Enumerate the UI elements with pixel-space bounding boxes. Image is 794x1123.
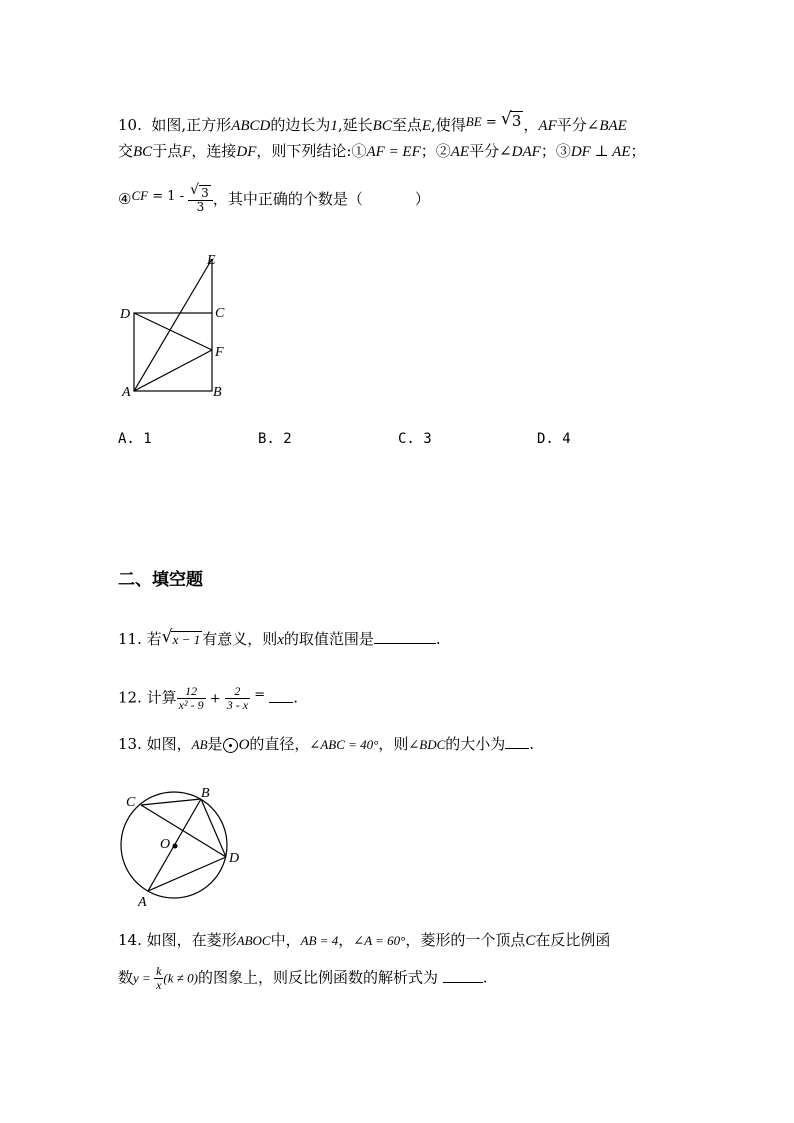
q11: 11. 若 √ x − 1 有意义，则x的取值范围是 . bbox=[118, 627, 441, 648]
q10-line1: 10. 如图,正方形ABCD的边长为1,延长BC至点E,使得BE = √ 3 ，AF平分∠BAE bbox=[118, 109, 627, 134]
label-B: B bbox=[213, 385, 222, 400]
segment-ae bbox=[134, 259, 212, 391]
option-a[interactable]: A. 1 bbox=[118, 431, 152, 447]
fraction-sqrt3-over-3: √ 3 3 bbox=[188, 187, 213, 214]
option-d[interactable]: D. 4 bbox=[537, 431, 571, 447]
q13: 13. 如图，AB是 O的直径，∠ABC = 40°，则∠BDC的大小为 . bbox=[118, 735, 535, 753]
label-D: D bbox=[120, 307, 131, 322]
q12: 12. 计算 $\frac{12}{\text{x² - 9}}$ + $\frac{2}{3 - x}$ = . bbox=[118, 684, 299, 712]
segment-df bbox=[134, 313, 212, 350]
label-F: F bbox=[215, 345, 224, 360]
answer-blank[interactable] bbox=[505, 734, 529, 749]
q10-line2: 交BC于点F，连接DF，则下列结论:①AF = EF；②AE平分∠DAF；③DF ⊥ AE； bbox=[118, 142, 646, 160]
circle-figure bbox=[114, 780, 254, 910]
q14-line2: 数y = $\frac{k}{x}$ (k ≠ 0)的图象上，则反比例函数的解析式为 . bbox=[118, 964, 488, 992]
label-O: O bbox=[160, 837, 171, 852]
label-A: A bbox=[138, 895, 147, 910]
sqrt-x-minus-1: √ x − 1 bbox=[161, 627, 201, 647]
question-number: 10. bbox=[118, 116, 142, 134]
section-heading: 二、填空题 bbox=[118, 570, 203, 590]
q14-line1: 14. 如图，在菱形ABOC中，AB = 4，∠A = 60°，菱形的一个顶点C在反比例函 bbox=[118, 931, 611, 949]
option-b[interactable]: B. 2 bbox=[258, 431, 292, 447]
label-E: E bbox=[207, 253, 216, 268]
label-B: B bbox=[201, 786, 210, 801]
label-C: C bbox=[215, 306, 225, 321]
label-A: A bbox=[122, 385, 131, 400]
answer-blank[interactable] bbox=[374, 629, 436, 644]
segment-cb bbox=[141, 799, 201, 805]
square-figure bbox=[114, 248, 244, 400]
option-c[interactable]: C. 3 bbox=[398, 431, 432, 447]
circle-dot-icon bbox=[223, 738, 238, 753]
center-o bbox=[173, 844, 178, 849]
answer-blank[interactable] bbox=[269, 688, 293, 703]
label-C: C bbox=[126, 795, 136, 810]
answer-blank[interactable] bbox=[443, 968, 483, 983]
label-D: D bbox=[229, 851, 240, 866]
segment-bd bbox=[201, 799, 226, 857]
q10-line3: ④CF = 1 - √ 3 3 ，其中正确的个数是（ ） bbox=[118, 181, 430, 214]
segment-ad bbox=[148, 857, 226, 891]
sqrt-3: √ 3 bbox=[500, 109, 522, 130]
segment-cd bbox=[141, 805, 226, 857]
